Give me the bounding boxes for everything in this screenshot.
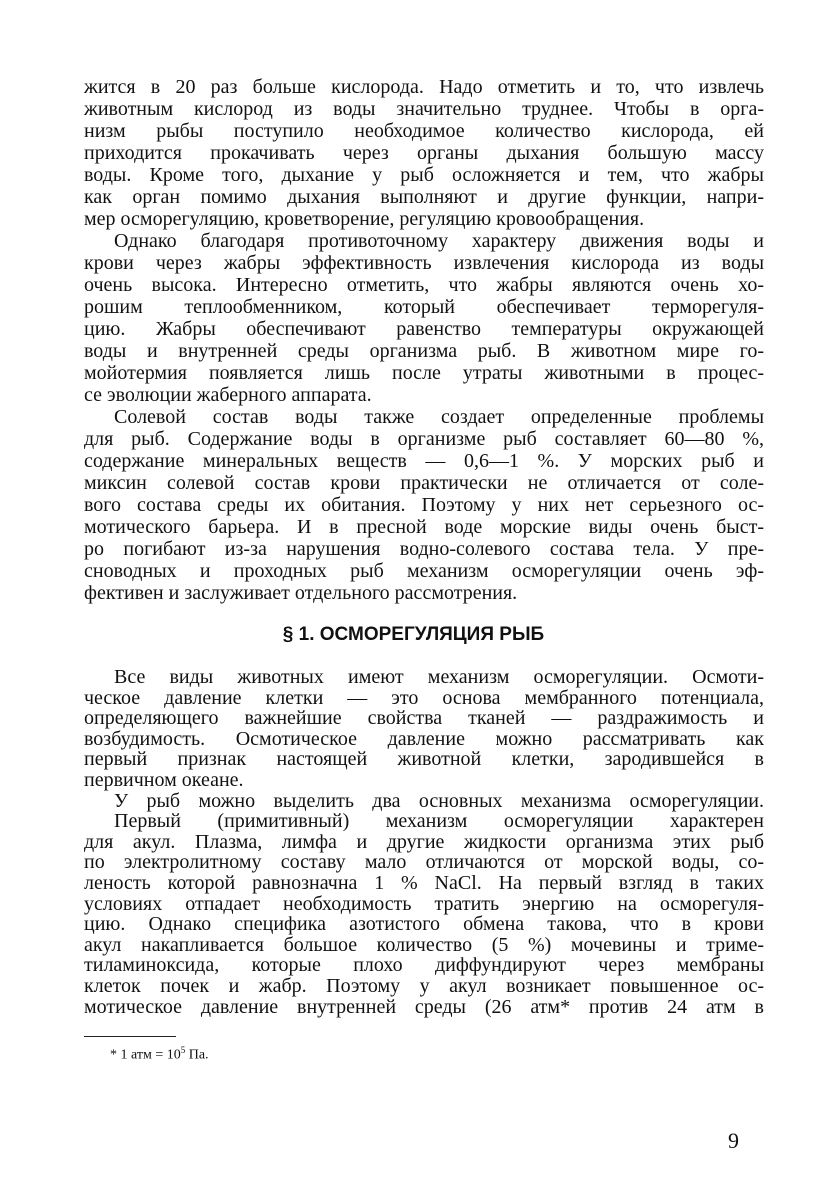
text-line: как орган помимо дыхания выполняют и другие функции, напри-: [84, 186, 764, 208]
text-line: содержание минеральных веществ — 0,6—1 %. У морских рыб и: [84, 450, 764, 472]
text-line: для акул. Плазма, лимфа и другие жидкости организма этих рыб: [84, 830, 764, 853]
text-line: цию. Жабры обеспечивают равенство температуры окружающей: [84, 318, 764, 340]
text-line: тиламиноксида, которые плохо диффундируют через мембраны: [84, 954, 764, 977]
footnote: [110, 1045, 209, 1064]
text-line: мотического барьера. И в пресной воде морские виды очень быст-: [84, 516, 764, 538]
text-line: очень высока. Интересно отметить, что жабры являются очень хо-: [84, 274, 764, 296]
text-line: жится в 20 раз больше кислорода. Надо отметить и то, что извлечь: [84, 76, 764, 98]
page-number: 9: [728, 1128, 739, 1153]
text-line: первый признак настоящей животной клетки, зародившейся в: [84, 748, 764, 771]
text-line: определяющего важнейшие свойства тканей — раздражимость и: [84, 707, 764, 730]
text-line: сноводных и проходных рыб механизм осморегуляции очень эф-: [84, 560, 764, 582]
text-line: крови через жабры эффективность извлечения кислорода из воды: [84, 252, 764, 274]
text-line: фективен и заслуживает отдельного рассмотрения.: [84, 582, 518, 604]
footnote-prefix: * 1 атм = 10: [110, 1047, 181, 1063]
text-line: условиях отпадает необходимость тратить энергию на осморегуля-: [84, 892, 764, 915]
text-line: клеток почек и жабр. Поэтому у акул возникает повышенное ос-: [84, 974, 764, 997]
text-line: воды и внутренней среды организма рыб. В животном мире го-: [84, 340, 764, 362]
text-line: цию. Однако специфика азотистого обмена такова, что в крови: [84, 913, 764, 936]
text-line: мер осморегуляцию, кроветворение, регуляцию кровообращения.: [84, 208, 645, 230]
text-line: леность которой равнозначна 1 % NaCl. На первый взгляд в таких: [84, 871, 764, 894]
footnote-exponent: 5: [180, 1045, 186, 1055]
text-line: для рыб. Содержание воды в организме рыб составляет 60—80 %,: [84, 428, 764, 450]
body-text-intro: [84, 76, 764, 604]
text-line: мойотермия появляется лишь после утраты животными в процес-: [84, 362, 764, 384]
text-line: приходится прокачивать через органы дыхания большую массу: [84, 142, 764, 164]
text-line: возбудимость. Осмотическое давление можно рассматривать как: [84, 727, 764, 750]
text-line: рошим теплообменником, который обеспечивает терморегуля-: [84, 296, 764, 318]
text-line: се эволюции жаберного аппарата.: [84, 384, 372, 406]
text-line: низм рыбы поступило необходимое количество кислорода, ей: [84, 120, 764, 142]
text-line: по электролитному составу мало отличаются от морской воды, со-: [84, 851, 764, 874]
text-line: ческое давление клетки — это основа мембранного потенциала,: [84, 686, 764, 709]
text-line: миксин солевой состав крови практически не отличается от соле-: [84, 472, 764, 494]
text-line: Солевой состав воды также создает определенные проблемы: [114, 406, 764, 428]
text-line: мотическое давление внутренней среды (26 атм* против 24 атм в: [84, 995, 764, 1018]
text-line: первичном океане.: [84, 768, 244, 791]
text-line: Все виды животных имеют механизм осморегуляции. Осмоти-: [114, 666, 764, 688]
section-heading: § 1. ОСМОРЕГУЛЯЦИЯ РЫБ: [282, 624, 545, 645]
text-line: Первый (примитивный) механизм осморегуляции характерен: [114, 810, 764, 833]
text-line: вого состава среды их обитания. Поэтому у них нет серьезного ос-: [84, 494, 764, 516]
text-line: Однако благодаря противоточному характеру движения воды и: [114, 230, 764, 252]
text-line: акул накапливается большое количество (5 %) мочевины и триме-: [84, 933, 764, 956]
text-line: У рыб можно выделить два основных механизма осморегуляции.: [114, 789, 764, 812]
text-line: воды. Кроме того, дыхание у рыб осложняется и тем, что жабры: [84, 164, 764, 186]
footnote-suffix: Па.: [185, 1047, 209, 1063]
text-line: ро погибают из-за нарушения водно-солевого состава тела. У пре-: [84, 538, 764, 560]
footnote-divider: [84, 1036, 176, 1037]
body-text-section-1: [84, 667, 764, 1017]
text-line: животным кислород из воды значительно труднее. Чтобы в орга-: [84, 98, 764, 120]
